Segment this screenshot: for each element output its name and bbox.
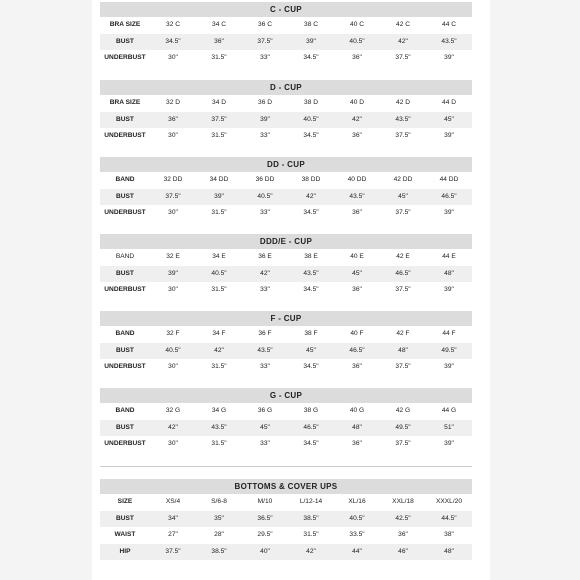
row-label: BUST	[116, 37, 134, 45]
table-cell: 34"	[168, 514, 178, 522]
table-cell: 40.5"	[349, 514, 365, 522]
table-cell: 39"	[444, 209, 454, 216]
c-cup-section	[100, 2, 472, 67]
size-table	[100, 403, 472, 453]
table-cell: 32 C	[166, 21, 180, 28]
table-row	[100, 266, 472, 283]
table-row	[100, 511, 472, 528]
size-chart-page	[92, 0, 490, 580]
table-cell: 34 D	[212, 99, 226, 106]
table-row	[100, 343, 472, 360]
table-cell: 33"	[260, 132, 270, 139]
table-cell: 44 E	[442, 253, 456, 260]
table-cell: 30"	[168, 363, 178, 370]
row-label: UNDERBUST	[104, 54, 146, 61]
table-cell: 31.5"	[211, 286, 227, 293]
table-cell: 34 E	[212, 253, 226, 260]
table-row	[100, 95, 472, 112]
row-label: BUST	[116, 269, 134, 277]
section-title: DDD/E - CUP	[100, 234, 472, 249]
table-cell: 39"	[444, 363, 454, 370]
table-cell: S/6-8	[211, 498, 227, 505]
table-cell: 36 G	[257, 407, 273, 414]
table-cell: 45"	[444, 115, 454, 123]
table-cell: 36"	[214, 37, 224, 45]
table-cell: 40.5"	[211, 269, 227, 277]
size-table	[100, 494, 472, 560]
table-row	[100, 34, 472, 51]
table-cell: 37.5"	[395, 54, 411, 61]
table-cell: 40 DD	[347, 176, 367, 183]
table-row	[100, 17, 472, 34]
table-cell: 34 F	[212, 330, 226, 337]
table-cell: 36"	[352, 363, 362, 370]
table-cell: 38 C	[304, 21, 318, 28]
table-cell: 34.5"	[303, 209, 319, 216]
table-cell: 36"	[352, 132, 362, 139]
table-row	[100, 326, 472, 343]
table-cell: XL/16	[348, 498, 366, 505]
table-cell: 48"	[444, 269, 454, 277]
table-cell: 40.5"	[303, 115, 319, 123]
table-cell: 37.5"	[395, 132, 411, 139]
table-cell: 37.5"	[395, 209, 411, 216]
table-cell: 42"	[352, 115, 362, 123]
table-cell: 38.5"	[211, 547, 227, 555]
table-row	[100, 403, 472, 420]
row-label: BAND	[115, 330, 135, 337]
table-row	[100, 494, 472, 511]
table-cell: 40"	[260, 547, 270, 555]
row-label: BRA SIZE	[109, 21, 141, 28]
section-title: G - CUP	[100, 388, 472, 403]
section-title: F - CUP	[100, 311, 472, 326]
table-cell: 42 G	[395, 407, 411, 414]
table-cell: 45"	[352, 269, 362, 277]
table-cell: 46.5"	[349, 346, 365, 354]
table-row	[100, 436, 472, 453]
table-cell: 40.5"	[257, 192, 273, 200]
table-cell: 43.5"	[303, 269, 319, 277]
section-title: C - CUP	[100, 2, 472, 17]
table-cell: 27"	[168, 531, 178, 538]
table-cell: 36 E	[258, 253, 272, 260]
row-label: BUST	[116, 192, 134, 200]
table-cell: 32 DD	[163, 176, 183, 183]
f-cup-section	[100, 311, 472, 376]
table-cell: L/12-14	[299, 498, 323, 505]
table-cell: 42"	[260, 269, 270, 277]
table-cell: 44 G	[441, 407, 457, 414]
table-cell: 44"	[352, 547, 362, 555]
table-cell: 34.5"	[303, 54, 319, 61]
table-cell: 36.5"	[257, 514, 273, 522]
size-table	[100, 95, 472, 145]
table-cell: XS/4	[165, 498, 181, 505]
row-label: BRA SIZE	[109, 99, 141, 106]
row-label: UNDERBUST	[104, 132, 146, 139]
row-label: BUST	[116, 423, 134, 431]
table-cell: 34.5"	[303, 440, 319, 447]
table-cell: 39"	[260, 115, 270, 123]
table-cell: 40.5"	[165, 346, 181, 354]
table-cell: 37.5"	[395, 440, 411, 447]
table-cell: 44 DD	[439, 176, 459, 183]
table-cell: 40 F	[350, 330, 364, 337]
table-cell: 36 D	[258, 99, 272, 106]
table-cell: 46.5"	[303, 423, 319, 431]
table-cell: 42"	[214, 346, 224, 354]
table-cell: 42"	[398, 37, 408, 45]
table-cell: 36"	[352, 286, 362, 293]
table-row	[100, 282, 472, 299]
table-cell: 31.5"	[211, 54, 227, 61]
table-cell: 42 DD	[393, 176, 413, 183]
row-label: BUST	[116, 514, 134, 522]
table-cell: 38 F	[304, 330, 318, 337]
table-cell: 34.5"	[303, 363, 319, 370]
size-table	[100, 172, 472, 222]
table-cell: 40 D	[350, 99, 364, 106]
table-row	[100, 249, 472, 266]
table-cell: 33"	[260, 54, 270, 61]
table-cell: 40 C	[350, 21, 364, 28]
table-cell: 30"	[168, 132, 178, 139]
table-cell: 33"	[260, 286, 270, 293]
table-cell: 48"	[444, 547, 454, 555]
g-cup-section	[100, 388, 472, 453]
table-cell: 39"	[444, 54, 454, 61]
table-row	[100, 172, 472, 189]
table-cell: 31.5"	[211, 209, 227, 216]
table-row	[100, 189, 472, 206]
table-cell: 38 E	[304, 253, 318, 260]
row-label: UNDERBUST	[104, 363, 146, 370]
table-cell: 37.5"	[165, 192, 181, 200]
table-cell: 34 C	[212, 21, 226, 28]
table-cell: 37.5"	[395, 286, 411, 293]
table-cell: 42"	[306, 192, 316, 200]
table-cell: 39"	[444, 440, 454, 447]
table-cell: 34 G	[211, 407, 227, 414]
table-cell: 42 F	[396, 330, 410, 337]
table-row	[100, 128, 472, 145]
table-cell: 33.5"	[349, 531, 365, 538]
row-label: BAND	[115, 176, 135, 183]
table-cell: 46"	[398, 547, 408, 555]
section-divider	[100, 466, 472, 467]
table-cell: 36 C	[258, 21, 272, 28]
table-cell: 39"	[444, 132, 454, 139]
table-cell: 49.5"	[395, 423, 411, 431]
table-cell: 44 C	[442, 21, 456, 28]
table-cell: 39"	[168, 269, 178, 277]
table-row	[100, 544, 472, 561]
table-cell: 39"	[214, 192, 224, 200]
table-cell: 31.5"	[211, 440, 227, 447]
table-cell: 34.5"	[303, 286, 319, 293]
row-label: WAIST	[114, 531, 136, 538]
section-title: D - CUP	[100, 80, 472, 95]
table-cell: 40 E	[350, 253, 364, 260]
table-cell: 43.5"	[441, 37, 457, 45]
table-cell: 30"	[168, 440, 178, 447]
dd-cup-section	[100, 157, 472, 222]
table-cell: M/10	[257, 498, 273, 505]
table-cell: 38"	[444, 531, 454, 538]
table-cell: 29.5"	[257, 531, 273, 538]
table-cell: 40 G	[349, 407, 365, 414]
e-cup-section	[100, 234, 472, 299]
row-label: UNDERBUST	[104, 440, 146, 447]
table-cell: 32 F	[166, 330, 180, 337]
table-cell: 36"	[352, 209, 362, 216]
table-cell: 30"	[168, 286, 178, 293]
row-label: BAND	[115, 253, 135, 260]
table-cell: 33"	[260, 440, 270, 447]
table-row	[100, 359, 472, 376]
row-label: BUST	[116, 346, 134, 354]
table-cell: 44 F	[442, 330, 456, 337]
table-cell: 42"	[168, 423, 178, 431]
table-cell: 38 DD	[301, 176, 321, 183]
table-cell: 45"	[306, 346, 316, 354]
table-row	[100, 112, 472, 129]
table-cell: 31.5"	[211, 363, 227, 370]
table-cell: 43.5"	[349, 192, 365, 200]
table-cell: 46.5"	[441, 192, 457, 200]
table-cell: 38.5"	[303, 514, 319, 522]
table-cell: 37.5"	[211, 115, 227, 123]
table-cell: 32 E	[166, 253, 180, 260]
table-cell: 28"	[214, 531, 224, 538]
table-cell: 39"	[444, 286, 454, 293]
table-cell: 30"	[168, 54, 178, 61]
table-row	[100, 420, 472, 437]
table-cell: 34.5"	[303, 132, 319, 139]
table-cell: 36 F	[258, 330, 272, 337]
table-cell: 34.5"	[165, 37, 181, 45]
bottoms-section	[100, 479, 472, 560]
table-cell: 44 D	[442, 99, 456, 106]
table-cell: XXL/18	[392, 498, 414, 505]
table-cell: 43.5"	[395, 115, 411, 123]
table-cell: 36"	[352, 54, 362, 61]
table-cell: 43.5"	[257, 346, 273, 354]
size-table	[100, 17, 472, 67]
table-cell: 36"	[352, 440, 362, 447]
table-cell: 33"	[260, 209, 270, 216]
table-cell: 37.5"	[165, 547, 181, 555]
table-cell: 44.5"	[441, 514, 457, 522]
table-cell: 42.5"	[395, 514, 411, 522]
row-label: SIZE	[117, 498, 133, 505]
table-cell: 35"	[214, 514, 224, 522]
section-title: DD - CUP	[100, 157, 472, 172]
table-cell: 42"	[306, 547, 316, 555]
table-cell: 45"	[398, 192, 408, 200]
table-cell: 34 DD	[209, 176, 229, 183]
table-cell: 43.5"	[211, 423, 227, 431]
row-label: BUST	[116, 115, 134, 123]
table-row	[100, 527, 472, 544]
table-cell: 36"	[398, 531, 408, 538]
table-cell: 40.5"	[349, 37, 365, 45]
table-row	[100, 205, 472, 222]
size-table	[100, 326, 472, 376]
d-cup-section	[100, 80, 472, 145]
table-cell: 46.5"	[395, 269, 411, 277]
table-cell: 31.5"	[303, 531, 319, 538]
table-cell: 36 DD	[255, 176, 275, 183]
table-cell: 38 D	[304, 99, 318, 106]
table-cell: 51"	[444, 423, 454, 431]
table-cell: 49.5"	[441, 346, 457, 354]
row-label: BAND	[115, 407, 135, 414]
table-cell: 31.5"	[211, 132, 227, 139]
table-cell: 38 G	[303, 407, 319, 414]
table-cell: XXXL/20	[435, 498, 463, 505]
table-cell: 33"	[260, 363, 270, 370]
table-cell: 37.5"	[395, 363, 411, 370]
table-cell: 48"	[398, 346, 408, 354]
table-cell: 42 D	[396, 99, 410, 106]
table-cell: 32 G	[165, 407, 181, 414]
row-label: UNDERBUST	[104, 286, 146, 293]
table-cell: 45"	[260, 423, 270, 431]
table-cell: 42 E	[396, 253, 410, 260]
table-cell: 30"	[168, 209, 178, 216]
table-cell: 42 C	[396, 21, 410, 28]
table-cell: 37.5"	[257, 37, 273, 45]
table-cell: 39"	[306, 37, 316, 45]
row-label: UNDERBUST	[104, 209, 146, 216]
size-table	[100, 249, 472, 299]
section-title: BOTTOMS & COVER UPS	[100, 479, 472, 494]
table-cell: 36"	[168, 115, 178, 123]
table-row	[100, 50, 472, 67]
row-label: HIP	[119, 547, 131, 555]
table-cell: 48"	[352, 423, 362, 431]
table-cell: 32 D	[166, 99, 180, 106]
